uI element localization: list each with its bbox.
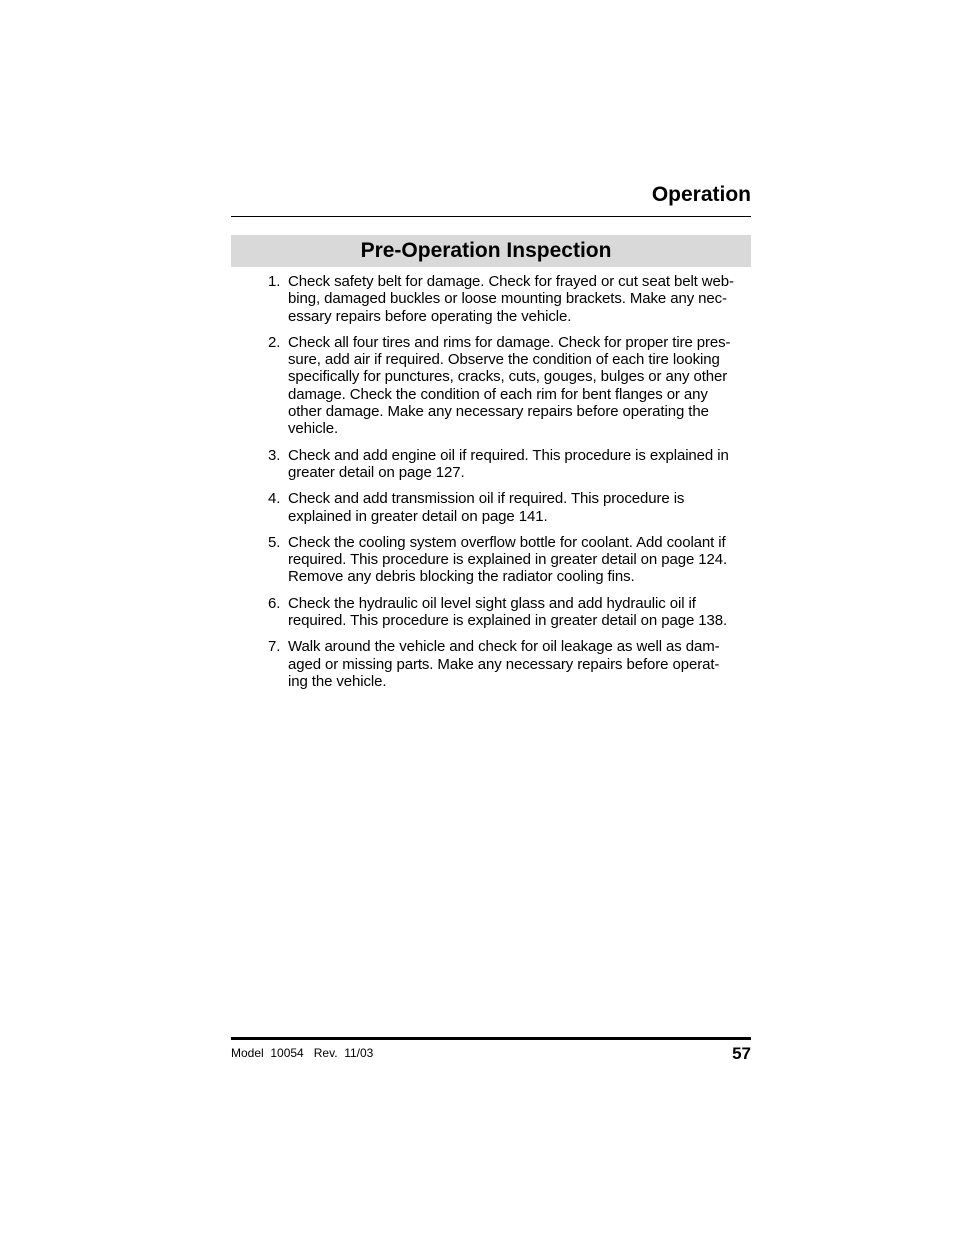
inspection-step — [263, 638, 751, 690]
inspection-step — [263, 595, 751, 630]
step-text-line: ing the vehicle. — [288, 672, 387, 690]
step-number: 6. — [268, 594, 281, 612]
step-text-line: Check the cooling system overflow bottle for coolant. Add coolant if — [288, 533, 726, 551]
inspection-step — [263, 334, 751, 438]
step-text-line: Check the hydraulic oil level sight glass and add hydraulic oil if — [288, 594, 696, 612]
step-text-line: specifically for punctures, cracks, cuts, gouges, bulges or any other — [288, 368, 728, 386]
step-text-line: Remove any debris blocking the radiator cooling fins. — [288, 568, 635, 586]
step-text-line: vehicle. — [288, 420, 339, 438]
page-number: 57 — [732, 1044, 751, 1063]
page-title: Pre-Operation Inspection — [360, 239, 612, 262]
step-number: 5. — [268, 533, 281, 551]
inspection-step — [263, 534, 751, 586]
step-text-line: Check and add transmission oil if required. This procedure is — [288, 490, 685, 508]
footer-rule — [231, 1037, 751, 1040]
footer-info — [231, 1045, 373, 1061]
step-text-line: required. This procedure is explained in greater detail on page 124. — [288, 551, 728, 569]
step-number: 2. — [268, 333, 281, 351]
section-header: Operation — [651, 183, 751, 206]
step-text-line: Check all four tires and rims for damage. Check for proper tire pres- — [288, 333, 731, 351]
inspection-step — [263, 490, 751, 525]
step-text-line: explained in greater detail on page 141. — [288, 507, 548, 525]
step-text-line: essary repairs before operating the vehicle. — [288, 307, 572, 325]
step-text-line: Walk around the vehicle and check for oil leakage as well as dam- — [288, 638, 720, 656]
step-text-line: damage. Check the condition of each rim for bent flanges or any — [288, 385, 708, 403]
step-text-line: other damage. Make any necessary repairs before operating the — [288, 403, 709, 421]
step-text-line: Check and add engine oil if required. This procedure is explained in — [288, 446, 729, 464]
step-text-line: bing, damaged buckles or loose mounting brackets. Make any nec- — [288, 290, 727, 308]
footer-revision: Rev. 11/03 — [313, 1046, 374, 1060]
inspection-step — [263, 447, 751, 482]
step-number: 3. — [268, 446, 281, 464]
step-number: 1. — [268, 273, 281, 290]
step-text-line: aged or missing parts. Make any necessary repairs before operat- — [288, 655, 720, 673]
step-number: 7. — [268, 638, 281, 656]
title-bar — [231, 235, 751, 267]
footer-model: Model 10054 — [231, 1046, 304, 1060]
header-rule — [231, 216, 751, 217]
inspection-steps-list — [263, 273, 751, 699]
step-text-line: required. This procedure is explained in greater detail on page 138. — [288, 612, 728, 630]
inspection-step — [263, 273, 751, 325]
step-text-line: sure, add air if required. Observe the condition of each tire looking — [288, 351, 720, 369]
step-text-line: Check safety belt for damage. Check for frayed or cut seat belt web- — [288, 273, 734, 290]
step-number: 4. — [268, 490, 281, 508]
step-text-line: greater detail on page 127. — [288, 463, 465, 481]
